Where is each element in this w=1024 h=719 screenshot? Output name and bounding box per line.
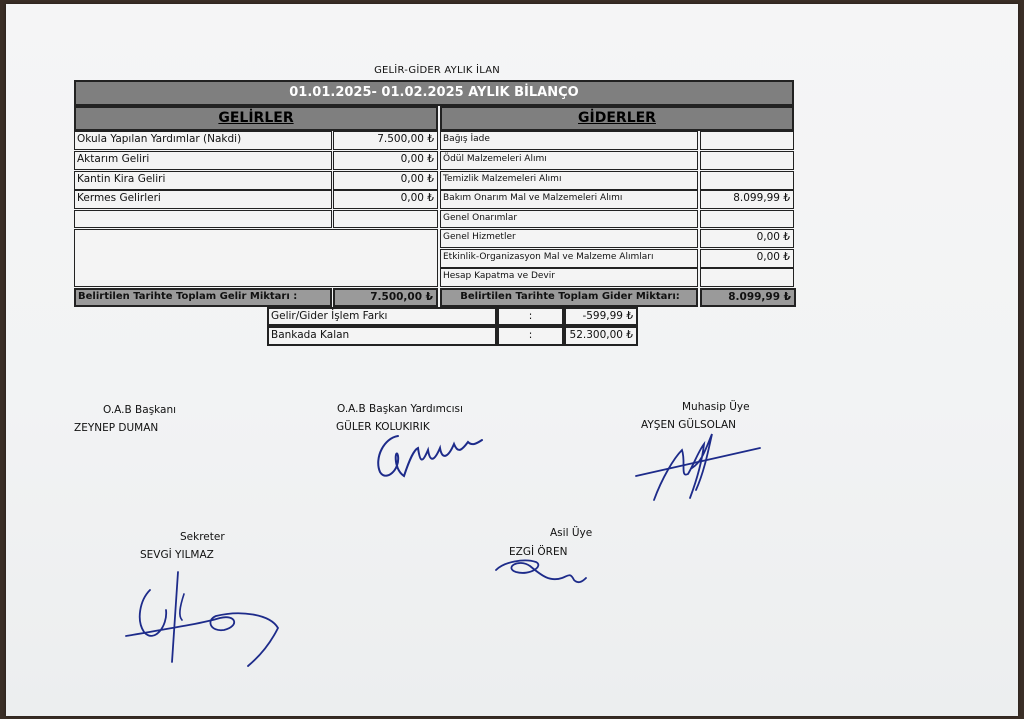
expense-row-value — [700, 210, 794, 228]
summary-label: Gelir/Gider İşlem Farkı — [267, 307, 497, 326]
income-row-label: Kantin Kira Geliri — [74, 171, 332, 190]
income-header-text: GELİRLER — [218, 110, 294, 126]
signatory-role: Muhasip Üye — [682, 401, 750, 413]
expense-row-label: Genel Onarımlar — [440, 210, 698, 228]
signatory-name: EZGİ ÖREN — [509, 546, 568, 558]
signature-vice-president — [370, 428, 490, 488]
signatory-name: ZEYNEP DUMAN — [74, 422, 159, 434]
balance-title: 01.01.2025- 01.02.2025 AYLIK BİLANÇO — [74, 80, 794, 106]
expense-row-value — [700, 151, 794, 170]
expense-row-value: 0,00 ₺ — [700, 229, 794, 248]
expenses-header — [440, 106, 794, 131]
expense-row-value — [700, 268, 794, 287]
expense-row-value — [700, 171, 794, 190]
income-blank-area — [74, 229, 438, 287]
summary-value: 52.300,00 ₺ — [564, 326, 638, 346]
expenses-header-text: GİDERLER — [578, 110, 656, 126]
expense-row-value — [700, 131, 794, 150]
expense-row-value: 8.099,99 ₺ — [700, 190, 794, 209]
expense-row-value: 0,00 ₺ — [700, 249, 794, 268]
income-row-label: Aktarım Geliri — [74, 151, 332, 170]
signatory-name: GÜLER KOLUKIRIK — [336, 421, 430, 433]
income-row-value: 0,00 ₺ — [333, 171, 438, 190]
expense-total-value: 8.099,99 ₺ — [700, 288, 796, 307]
income-row-value: 0,00 ₺ — [333, 190, 438, 209]
expense-row-label: Ödül Malzemeleri Alımı — [440, 151, 698, 170]
signature-accountant — [632, 428, 764, 503]
summary-value: -599,99 ₺ — [564, 307, 638, 326]
signatory-role: O.A.B Başkanı — [103, 404, 177, 416]
expense-row-label: Bağış İade — [440, 131, 698, 150]
signatory-name: AYŞEN GÜLSOLAN — [641, 419, 737, 431]
summary-separator: : — [497, 326, 564, 346]
summary-label: Bankada Kalan — [267, 326, 497, 346]
income-header — [74, 106, 438, 131]
signatory-name: SEVGİ YILMAZ — [140, 549, 214, 561]
income-total-value: 7.500,00 ₺ — [333, 288, 438, 307]
signature-member — [490, 552, 595, 592]
expense-row-label: Hesap Kapatma ve Devir — [440, 268, 698, 287]
signatory-role: O.A.B Başkan Yardımcısı — [337, 403, 463, 415]
income-row-label: Kermes Gelirleri — [74, 190, 332, 209]
income-row-value: 0,00 ₺ — [333, 151, 438, 170]
income-empty-cell — [333, 210, 438, 228]
income-empty-cell — [74, 210, 332, 228]
document-heading: GELİR-GİDER AYLIK İLAN — [374, 65, 500, 76]
expense-row-label: Bakım Onarım Mal ve Malzemeleri Alımı — [440, 190, 698, 209]
signatory-role: Asil Üye — [550, 527, 593, 539]
expense-row-label: Etkinlik-Organizasyon Mal ve Malzeme Alımları — [440, 249, 698, 268]
signature-secretary — [120, 570, 285, 670]
signatory-role: Sekreter — [180, 531, 225, 543]
expense-total-label: Belirtilen Tarihte Toplam Gider Miktarı: — [440, 288, 698, 307]
income-row-label: Okula Yapılan Yardımlar (Nakdi) — [74, 131, 332, 150]
summary-separator: : — [497, 307, 564, 326]
expense-row-label: Temizlik Malzemeleri Alımı — [440, 171, 698, 190]
income-total-label: Belirtilen Tarihte Toplam Gelir Miktarı : — [74, 288, 332, 307]
expense-row-label: Genel Hizmetler — [440, 229, 698, 248]
income-row-value: 7.500,00 ₺ — [333, 131, 438, 150]
